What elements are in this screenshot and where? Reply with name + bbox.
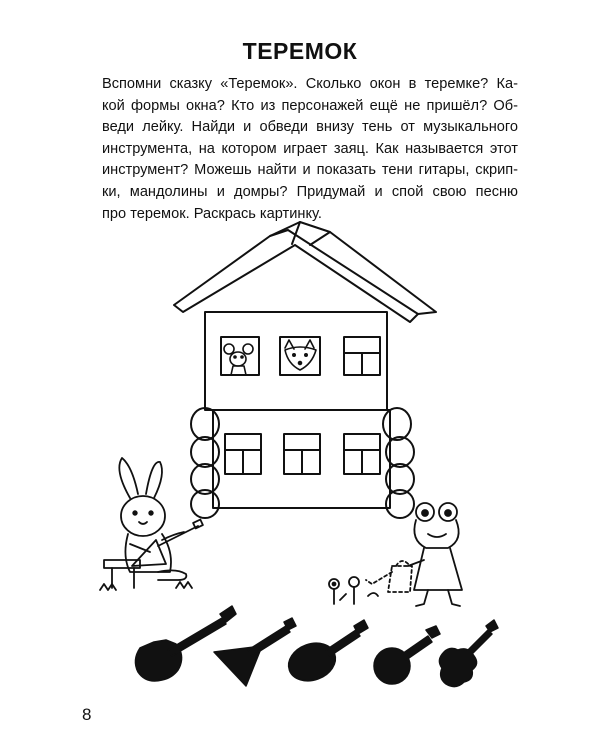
- lower-window: [344, 434, 380, 474]
- paragraph-line: инструмента, на котором играет заяц. Как называется этот: [102, 140, 518, 157]
- paragraph-line: ки, мандолины и домры? Придумай и спой свою песню: [102, 183, 518, 200]
- violin-silhouette: [439, 620, 498, 687]
- upper-window-mouse: [221, 337, 259, 375]
- banjo-silhouette: [374, 626, 440, 684]
- paragraph-line: инструмент? Можешь найти и показать тени гитары, скрип-: [102, 162, 518, 179]
- lower-window: [225, 434, 261, 474]
- fox: [285, 340, 316, 370]
- frog-with-watering-can: [329, 503, 462, 606]
- balalaika-silhouette: [214, 618, 296, 686]
- upper-window-empty: [344, 337, 380, 375]
- house-roof: [174, 230, 418, 322]
- left-logs: [191, 408, 219, 518]
- right-logs: [383, 408, 414, 518]
- page-number: 8: [82, 705, 92, 724]
- paragraph-line: Вспомни сказку «Теремок». Сколько окон в теремке? Ка-: [102, 76, 518, 92]
- instrument-silhouettes: [135, 606, 498, 687]
- electric-guitar-silhouette: [135, 606, 236, 681]
- mandolin-silhouette: [283, 620, 368, 687]
- mouse: [224, 344, 253, 375]
- hare-with-balalaika: [100, 458, 203, 590]
- paragraph-line: про теремок. Раскрась картинку.: [102, 205, 322, 222]
- watering-can: [366, 561, 412, 592]
- paragraph-line: веди лейку. Найди и обведи внизу тень от музыкального: [102, 119, 518, 136]
- teremok-house: [174, 222, 436, 518]
- page-title: ТЕРЕМОК: [242, 38, 358, 64]
- flowers: [329, 577, 378, 604]
- lower-window: [284, 434, 320, 474]
- house-upper-wall: [205, 312, 387, 410]
- paragraph-line: кой формы окна? Кто из персонажей ещё не пришёл? Об-: [102, 97, 518, 114]
